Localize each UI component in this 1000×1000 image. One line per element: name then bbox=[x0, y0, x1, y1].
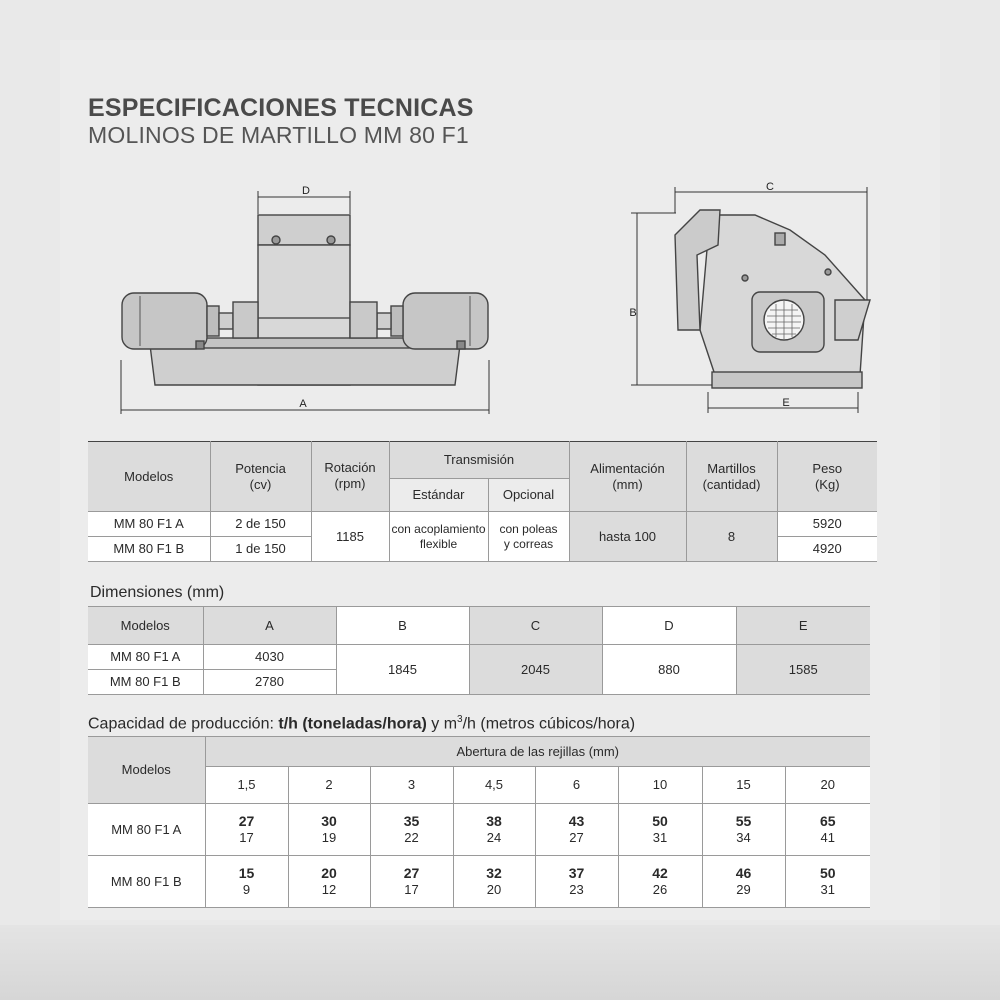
model-cell: MM 80 F1 B bbox=[88, 856, 205, 908]
opening-cell: 10 bbox=[618, 767, 702, 804]
header-estandar: Estándar bbox=[389, 479, 488, 512]
rotacion-cell: 1185 bbox=[311, 512, 389, 562]
dim-c-cell: 2045 bbox=[469, 645, 602, 695]
capacity-cell: 20 12 bbox=[288, 856, 370, 908]
dim-a-cell: 4030 bbox=[203, 645, 336, 670]
table-row bbox=[88, 645, 870, 670]
opening-cell: 2 bbox=[288, 767, 370, 804]
model-cell: MM 80 F1 A bbox=[88, 512, 210, 537]
opening-cell: 4,5 bbox=[453, 767, 535, 804]
front-view-drawing bbox=[122, 215, 488, 385]
capacity-cell: 27 17 bbox=[370, 856, 453, 908]
capacity-table bbox=[88, 736, 870, 908]
dims-header-c: C bbox=[469, 607, 602, 645]
dim-label-d: D bbox=[302, 185, 310, 197]
dims-header-e: E bbox=[736, 607, 870, 645]
table-row bbox=[88, 804, 870, 856]
cap-header-modelos: Modelos bbox=[88, 737, 205, 804]
page-subtitle: MOLINOS DE MARTILLO MM 80 F1 bbox=[88, 122, 469, 148]
header-peso: Peso (Kg) bbox=[777, 442, 877, 512]
table-row bbox=[88, 856, 870, 908]
capacity-cell: 50 31 bbox=[785, 856, 870, 908]
capacity-cell: 43 27 bbox=[535, 804, 618, 856]
capacity-cell: 65 41 bbox=[785, 804, 870, 856]
dim-b-cell: 1845 bbox=[336, 645, 469, 695]
capacity-cell: 42 26 bbox=[618, 856, 702, 908]
dim-label-b: B bbox=[629, 307, 637, 319]
dim-d-cell: 880 bbox=[602, 645, 736, 695]
martillos-cell: 8 bbox=[686, 512, 777, 562]
opening-cell: 3 bbox=[370, 767, 453, 804]
capacity-cell: 30 19 bbox=[288, 804, 370, 856]
dim-a-cell: 2780 bbox=[203, 670, 336, 695]
technical-drawings bbox=[0, 0, 1000, 440]
bottom-shadow bbox=[0, 925, 1000, 1000]
header-potencia: Potencia (cv) bbox=[210, 442, 311, 512]
header-martillos: Martillos (cantidad) bbox=[686, 442, 777, 512]
potencia-cell: 1 de 150 bbox=[210, 537, 311, 562]
dimensions-label: Dimensiones (mm) bbox=[90, 584, 225, 601]
cap-header-abertura: Abertura de las rejillas (mm) bbox=[205, 737, 870, 767]
dimensions-table bbox=[88, 606, 870, 695]
alimentacion-cell: hasta 100 bbox=[569, 512, 686, 562]
capacity-cell: 37 23 bbox=[535, 856, 618, 908]
opening-cell: 15 bbox=[702, 767, 785, 804]
model-cell: MM 80 F1 A bbox=[88, 804, 205, 856]
side-view-drawing bbox=[675, 210, 870, 388]
capacity-cell: 27 17 bbox=[205, 804, 288, 856]
capacity-label: Capacidad de producción: t/h (toneladas/hora) y $m^3/h$ (metros cúbicos/hora) bbox=[88, 714, 636, 733]
page-title: ESPECIFICACIONES TECNICAS bbox=[88, 94, 474, 122]
dim-e-cell: 1585 bbox=[736, 645, 870, 695]
dims-header-b: B bbox=[336, 607, 469, 645]
header-transmision: Transmisión bbox=[389, 442, 569, 479]
model-cell: MM 80 F1 B bbox=[88, 537, 210, 562]
dims-header-d: D bbox=[602, 607, 736, 645]
opening-cell: 1,5 bbox=[205, 767, 288, 804]
capacity-cell: 38 24 bbox=[453, 804, 535, 856]
header-rotacion: Rotación (rpm) bbox=[311, 442, 389, 512]
dim-label-c: C bbox=[766, 181, 774, 193]
header-alimentacion: Alimentación (mm) bbox=[569, 442, 686, 512]
opcional-cell: con poleas y correas bbox=[488, 512, 569, 562]
capacity-cell: 50 31 bbox=[618, 804, 702, 856]
capacity-cell: 55 34 bbox=[702, 804, 785, 856]
dim-label-e: E bbox=[782, 397, 790, 409]
dims-header-modelos: Modelos bbox=[88, 607, 203, 645]
header-modelos: Modelos bbox=[88, 442, 210, 512]
header-opcional: Opcional bbox=[488, 479, 569, 512]
capacity-cell: 15 9 bbox=[205, 856, 288, 908]
model-cell: MM 80 F1 A bbox=[88, 645, 203, 670]
peso-cell: 5920 bbox=[777, 512, 877, 537]
model-cell: MM 80 F1 B bbox=[88, 670, 203, 695]
capacity-cell: 35 22 bbox=[370, 804, 453, 856]
capacity-cell: 32 20 bbox=[453, 856, 535, 908]
table-row bbox=[88, 512, 877, 537]
estandar-cell: con acoplamiento flexible bbox=[389, 512, 488, 562]
specifications-table bbox=[88, 441, 877, 562]
openings-row bbox=[88, 767, 870, 804]
peso-cell: 4920 bbox=[777, 537, 877, 562]
dim-label-a: A bbox=[299, 398, 307, 410]
opening-cell: 20 bbox=[785, 767, 870, 804]
dims-header-a: A bbox=[203, 607, 336, 645]
potencia-cell: 2 de 150 bbox=[210, 512, 311, 537]
opening-cell: 6 bbox=[535, 767, 618, 804]
capacity-cell: 46 29 bbox=[702, 856, 785, 908]
